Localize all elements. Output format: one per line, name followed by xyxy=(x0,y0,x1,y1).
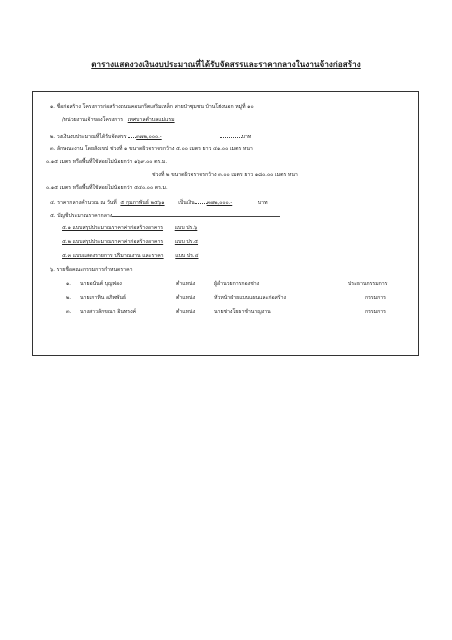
work-desc-line-1: ๓. ลักษณะงาน โดยสังเขป ช่วงที่ ๑ ขนาดผิวจราจรกว้าง ๕.๐๐ เมตร ยาว ๔๑.๐๐ เมตร หนา xyxy=(50,146,253,152)
member-1-name: นายอนันต์ บุญฟอง xyxy=(80,281,122,287)
member-1-position: ผู้อำนวยการกองช่าง xyxy=(214,281,260,287)
amount-dots-before xyxy=(195,198,207,204)
agency-label: /หน่วยงานเจ้าของโครงการ xyxy=(62,117,123,123)
median-price-unit: บาท xyxy=(257,200,268,206)
median-price-line xyxy=(50,198,268,206)
agency-value: เทศบาลตำบลแม่แรม xyxy=(127,117,175,123)
member-3-name: นางสาวลักขณา อินทรงค์ xyxy=(80,309,137,315)
member-2-no: ๒. xyxy=(66,295,72,301)
budget-line xyxy=(50,132,251,140)
member-1-role: ประธานกรรมการ xyxy=(348,281,388,287)
document-title: ตารางแสดงวงเงินงบประมาณที่ได้รับจัดสรรและราคากลางในงานจ้างก่อสร้าง xyxy=(91,60,361,69)
price-subitem-2-form: แบบ ปร.๕ xyxy=(174,239,199,245)
budget-dots-after xyxy=(220,132,242,138)
budget-dots-before xyxy=(128,132,136,138)
budget-value: ๓๗๒,๐๐๐.- xyxy=(136,134,162,140)
member-2-name: นายเกาทิน อภิพพันธ์ xyxy=(80,295,127,301)
median-price-date: ๕ กุมภาพันธ์ ๒๕๖๑ xyxy=(120,200,165,206)
agency-line xyxy=(62,117,203,123)
price-list-underline xyxy=(112,211,280,217)
member-1-pos-label: ตำแหน่ง xyxy=(176,281,196,287)
median-price-amount-label: เป็นเงิน xyxy=(178,200,195,206)
work-desc-line-3: ช่วงที่ ๒ ขนาดผิวจราจรกว้าง ๓.๐๐ เมตร ยาว ๑๘๐.๐๐ เมตร หนา xyxy=(152,172,298,178)
price-list-line xyxy=(50,211,280,219)
member-2-role: กรรมการ xyxy=(365,295,386,301)
median-price-amount: ๓๗๒,๐๐๐.- xyxy=(206,200,233,206)
budget-label: ๒. วงเงินงบประมาณที่ได้รับจัดสรร xyxy=(50,134,127,140)
member-3-position: นายช่างโยธาชำนาญงาน xyxy=(214,309,271,315)
member-3-pos-label: ตำแหน่ง xyxy=(176,309,196,315)
work-desc-line-2: ๐.๑๕ เมตร หรือพื้นที่ใช้สอยไม่น้อยกว่า ๑๖๙.๐๐ ตร.ม. xyxy=(46,159,167,165)
member-2-pos-label: ตำแหน่ง xyxy=(176,295,196,301)
committee-heading: ๖. รายชื่อคณะกรรมการกำหนดราคา xyxy=(50,267,133,273)
member-3-no: ๓. xyxy=(66,309,72,315)
price-subitem-1-form: แบบ ปร.๖ xyxy=(174,225,198,231)
budget-info-box xyxy=(32,91,419,356)
price-subitem-3 xyxy=(62,253,213,259)
price-list-label: ๕. บัญชีประมาณราคากลาง xyxy=(50,213,113,219)
member-3-role: กรรมการ xyxy=(365,309,386,315)
project-name-line: ๑. ชื่อก่อสร้าง โครงการก่อสร้างถนนคอนกรีตเสริมเหล็ก สายป่าซุมชน บ้านโฮ่งนอก หมู่ที่ ๑๐ xyxy=(50,104,254,110)
price-subitem-1-label: ๕.๑ แบบสรุปประมาณราคาค่าก่อสร้างอาคาร xyxy=(62,225,164,231)
price-subitem-3-form: แบบ ปร.๔ xyxy=(175,253,199,259)
price-subitem-1 xyxy=(62,225,211,231)
work-desc-line-4: ๐.๑๕ เมตร หรือพื้นที่ใช้สอยไม่น้อยกว่า ๕๔๐.๐๐ ตร.ม. xyxy=(46,185,168,191)
median-price-label: ๔. ราคากลางคำนวณ ณ วันที่ xyxy=(50,200,117,206)
price-subitem-2 xyxy=(62,239,212,245)
price-subitem-3-label: ๕.๓ แบบแสดงรายการ ปริมาณงาน และราคา xyxy=(62,253,164,259)
price-subitem-2-label: ๕.๒ แบบสรุปประมาณราคาค่าก่อสร้างอาคาร xyxy=(62,239,164,245)
member-2-position: หัวหน้าฝ่ายแบบแผนและก่อสร้าง xyxy=(214,295,287,301)
member-1-no: ๑. xyxy=(66,281,71,287)
budget-unit: บาท xyxy=(241,134,252,140)
